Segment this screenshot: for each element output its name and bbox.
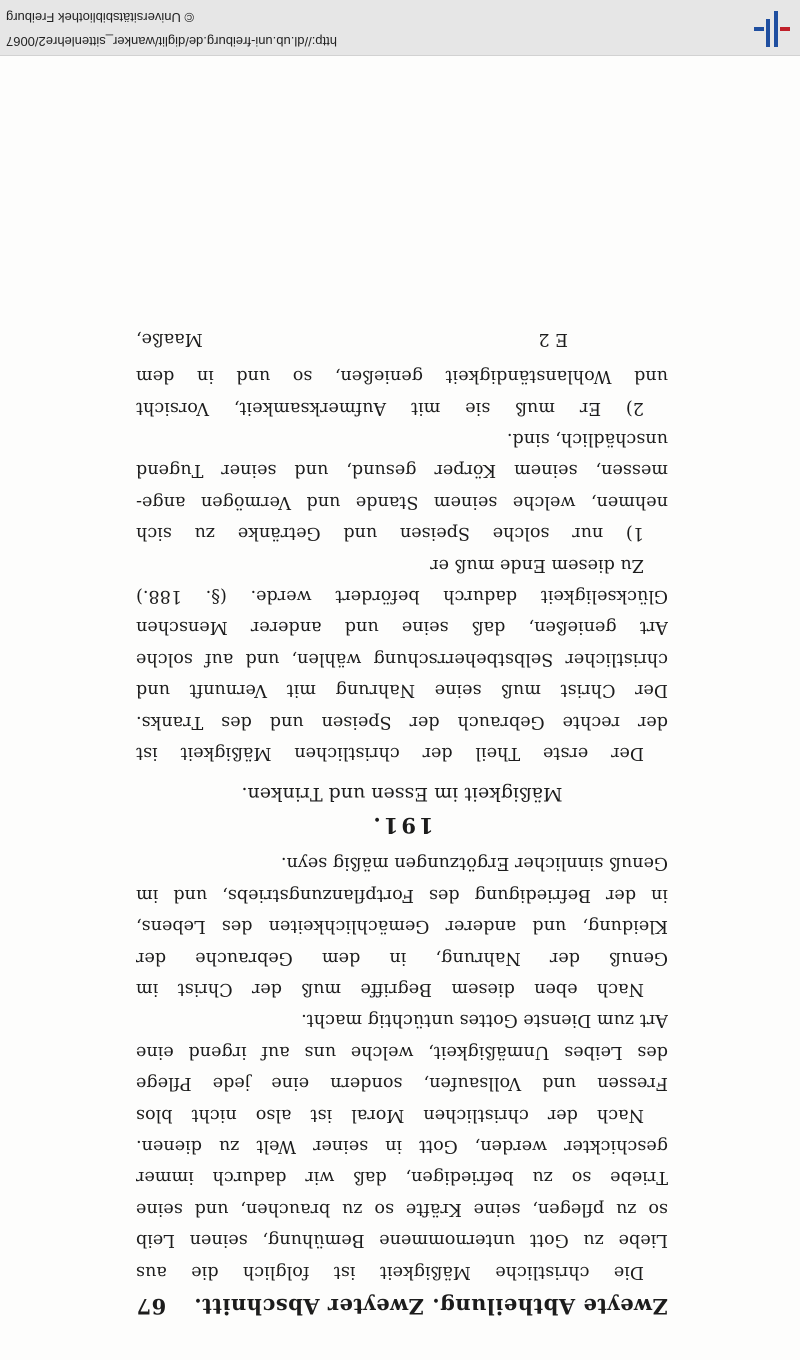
catchword: Maaße, bbox=[136, 328, 203, 349]
section-number: 191. bbox=[370, 812, 434, 838]
copyright-notice: © Universitätsbibliothek Freiburg bbox=[6, 10, 195, 25]
text-line: geschickter werden, Gott in seiner Welt zu dienen. bbox=[136, 1135, 668, 1156]
running-header bbox=[136, 1291, 668, 1322]
text-line: der rechte Gebrauch der Speisen und des Tranks. bbox=[136, 711, 668, 732]
text-line: Nach eben diesem Begriffe muß der Christ im bbox=[136, 978, 644, 999]
text-line: christlicher Selbstbeherrschung wählen, und auf solche bbox=[136, 648, 668, 669]
text-line: Liebe zu Gott unternommene Bemühung, seinen Leib bbox=[136, 1230, 668, 1251]
paragraph-2 bbox=[136, 847, 668, 1004]
list-item-1 bbox=[136, 423, 668, 549]
text-line: und Wohlanständigkeit genießen, so und in dem bbox=[136, 366, 668, 387]
page-footer bbox=[136, 322, 668, 353]
ub-freiburg-logo-icon bbox=[750, 7, 794, 51]
text-line: Der Christ muß seine Nahrung mit Vernunft und bbox=[136, 680, 668, 701]
text-line: Fressen und Vollsaufen, sondern eine jede Pflege bbox=[136, 1073, 668, 1094]
section-title: Mäßigkeit im Essen und Trinken. bbox=[241, 783, 563, 806]
text-line: Kleidung, und anderer Gemächlichkeiten des Lebens, bbox=[136, 916, 668, 937]
attribution-bar bbox=[0, 0, 800, 56]
text-line: 1) nur solche Speisen und Getränke zu sich bbox=[136, 523, 644, 544]
signature-mark: E 2 bbox=[538, 328, 568, 349]
text-line: Art zum Dienste Gottes untüchtig macht. bbox=[301, 1010, 668, 1031]
text-line: nehmen, welche seinem Stande und Vermögen ange- bbox=[136, 491, 668, 512]
text-line: messen, seinem Körper gesund, und seiner Tugend bbox=[136, 460, 668, 481]
text-line: Der erste Theil der christlichen Mäßigkeit ist bbox=[136, 743, 644, 764]
text-line: Genuß der Nahrung, in dem Gebrauche der bbox=[136, 947, 668, 968]
text-line: Glückseligkeit dadurch befördert werde. (§. 188.) bbox=[136, 586, 668, 607]
text-line: Triebe so zu befriedigen, daß wir dadurch immer bbox=[136, 1167, 668, 1188]
text-line: 2) Er muß sie mit Aufmerksamkeit, Vorsicht bbox=[136, 397, 644, 418]
text-line: so zu pflegen, seine Kräfte so zu brauchen, und seine bbox=[136, 1198, 668, 1219]
source-url-link[interactable]: http://dl.ub.uni-freiburg.de/diglit/wanker_sittenlehre2/0067 bbox=[6, 34, 337, 49]
text-line: Die christliche Mäßigkeit ist folglich die aus bbox=[136, 1261, 644, 1282]
text-line: des Leibes Unmäßigkeit, welche uns auf irgend eine bbox=[136, 1041, 668, 1062]
running-title: Zweyte Abtheilung. Zweyter Abschnitt. bbox=[193, 1294, 668, 1319]
paragraph-1 bbox=[136, 1004, 668, 1287]
document-body bbox=[136, 322, 668, 1322]
text-line: in der Befriedigung des Fortpflanzungstriebs, und im bbox=[136, 884, 668, 905]
text-line: Zu diesem Ende muß er bbox=[430, 554, 644, 575]
text-line: Art genießen, daß seine und anderer Menschen bbox=[136, 617, 668, 638]
list-item-2 bbox=[136, 360, 668, 423]
page-number: 67 bbox=[136, 1294, 167, 1319]
text-line: Genuß sinnlicher Ergötzungen mäßig seyn. bbox=[280, 853, 668, 874]
paragraph-3 bbox=[136, 548, 668, 768]
text-line: unschädlich, sind. bbox=[506, 429, 668, 450]
text-line: Nach der christlichen Moral ist also nicht blos bbox=[136, 1104, 644, 1125]
